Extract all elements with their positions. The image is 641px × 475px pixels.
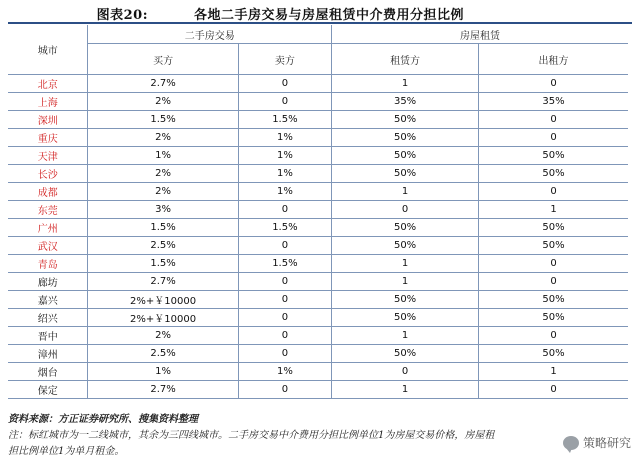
tenant-cell: 50%	[332, 111, 479, 129]
tenant-cell: 1	[332, 381, 479, 399]
city-cell: 晋中	[8, 327, 88, 345]
tenant-cell: 35%	[332, 93, 479, 111]
city-cell: 绍兴	[8, 309, 88, 327]
landlord-cell: 50%	[479, 219, 628, 237]
city-cell: 广州	[8, 219, 88, 237]
table-row	[8, 219, 628, 237]
buyer-cell: 2%	[88, 165, 238, 183]
tenant-cell: 50%	[332, 165, 479, 183]
tenant-cell: 1	[332, 327, 479, 345]
header-tenant: 租赁方	[332, 44, 479, 75]
table-header-row-1	[8, 25, 628, 44]
table-row	[8, 183, 628, 201]
landlord-cell: 0	[479, 183, 628, 201]
table-row	[8, 165, 628, 183]
seller-cell: 0	[238, 75, 331, 93]
city-cell: 青岛	[8, 255, 88, 273]
buyer-cell: 1.5%	[88, 111, 238, 129]
buyer-cell: 2%+￥10000	[88, 291, 238, 309]
landlord-cell: 0	[479, 327, 628, 345]
note-line-2: 担比例单位1为单月租金。	[8, 446, 125, 457]
buyer-cell: 1.5%	[88, 219, 238, 237]
seller-cell: 1.5%	[238, 219, 331, 237]
table-row	[8, 75, 628, 93]
seller-cell: 0	[238, 345, 331, 363]
buyer-cell: 1%	[88, 363, 238, 381]
city-cell: 成都	[8, 183, 88, 201]
city-cell: 天津	[8, 147, 88, 165]
landlord-cell: 1	[479, 201, 628, 219]
landlord-cell: 0	[479, 129, 628, 147]
table-header-row-2	[8, 44, 628, 75]
city-cell: 廊坊	[8, 273, 88, 291]
table-row	[8, 147, 628, 165]
seller-cell: 1%	[238, 165, 331, 183]
buyer-cell: 2%	[88, 93, 238, 111]
landlord-cell: 50%	[479, 165, 628, 183]
buyer-cell: 2%	[88, 327, 238, 345]
header-city: 城市	[8, 25, 88, 75]
table-row	[8, 381, 628, 399]
city-cell: 武汉	[8, 237, 88, 255]
landlord-cell: 0	[479, 75, 628, 93]
table-row	[8, 237, 628, 255]
table-row	[8, 291, 628, 309]
seller-cell: 0	[238, 309, 331, 327]
buyer-cell: 1.5%	[88, 255, 238, 273]
buyer-cell: 2.7%	[88, 381, 238, 399]
city-cell: 长沙	[8, 165, 88, 183]
table-row	[8, 273, 628, 291]
header-seller: 卖方	[238, 44, 331, 75]
tenant-cell: 1	[332, 273, 479, 291]
landlord-cell: 0	[479, 273, 628, 291]
buyer-cell: 2%+￥10000	[88, 309, 238, 327]
city-cell: 深圳	[8, 111, 88, 129]
landlord-cell: 50%	[479, 237, 628, 255]
seller-cell: 1%	[238, 363, 331, 381]
table-row	[8, 129, 628, 147]
table-row	[8, 363, 628, 381]
figure-number: 图表20:	[96, 7, 148, 23]
tenant-cell: 1	[332, 255, 479, 273]
landlord-cell: 0	[479, 255, 628, 273]
watermark-text: 策略研究	[582, 436, 631, 450]
seller-cell: 0	[238, 237, 331, 255]
city-cell: 上海	[8, 93, 88, 111]
header-landlord: 出租方	[479, 44, 628, 75]
seller-cell: 0	[238, 381, 331, 399]
buyer-cell: 2.5%	[88, 237, 238, 255]
seller-cell: 1.5%	[238, 255, 331, 273]
tenant-cell: 50%	[332, 345, 479, 363]
table-body	[8, 75, 628, 399]
table-row	[8, 111, 628, 129]
city-cell: 北京	[8, 75, 88, 93]
buyer-cell: 2.7%	[88, 75, 238, 93]
tenant-cell: 50%	[332, 219, 479, 237]
tenant-cell: 50%	[332, 129, 479, 147]
landlord-cell: 50%	[479, 309, 628, 327]
seller-cell: 1%	[238, 183, 331, 201]
seller-cell: 1%	[238, 129, 331, 147]
tenant-cell: 50%	[332, 309, 479, 327]
tenant-cell: 0	[332, 363, 479, 381]
table-row	[8, 201, 628, 219]
buyer-cell: 1%	[88, 147, 238, 165]
chat-bubble-icon	[563, 436, 579, 450]
buyer-cell: 2%	[88, 183, 238, 201]
figure-title	[8, 4, 632, 24]
seller-cell: 0	[238, 273, 331, 291]
landlord-cell: 35%	[479, 93, 628, 111]
city-cell: 烟台	[8, 363, 88, 381]
city-cell: 东莞	[8, 201, 88, 219]
landlord-cell: 0	[479, 381, 628, 399]
seller-cell: 1%	[238, 147, 331, 165]
seller-cell: 0	[238, 291, 331, 309]
seller-cell: 0	[238, 93, 331, 111]
city-cell: 保定	[8, 381, 88, 399]
seller-cell: 1.5%	[238, 111, 331, 129]
figure-title-text: 各地二手房交易与房屋租赁中介费用分担比例	[194, 7, 465, 23]
table-row	[8, 327, 628, 345]
table-row	[8, 255, 628, 273]
city-cell: 嘉兴	[8, 291, 88, 309]
table-row	[8, 93, 628, 111]
note-line-1: 注：标红城市为一二线城市，其余为三四线城市。二手房交易中介费用分担比例单位1为房屋交易价格，房屋租	[8, 430, 495, 441]
tenant-cell: 1	[332, 75, 479, 93]
seller-cell: 0	[238, 201, 331, 219]
buyer-cell: 2.7%	[88, 273, 238, 291]
buyer-cell: 2%	[88, 129, 238, 147]
buyer-cell: 2.5%	[88, 345, 238, 363]
seller-cell: 0	[238, 327, 331, 345]
landlord-cell: 50%	[479, 345, 628, 363]
city-cell: 重庆	[8, 129, 88, 147]
tenant-cell: 0	[332, 201, 479, 219]
footer-notes	[8, 412, 628, 460]
header-buyer: 买方	[88, 44, 238, 75]
landlord-cell: 50%	[479, 147, 628, 165]
header-group-rental: 房屋租赁	[332, 25, 628, 44]
buyer-cell: 3%	[88, 201, 238, 219]
tenant-cell: 50%	[332, 237, 479, 255]
fee-table	[8, 25, 628, 399]
tenant-cell: 50%	[332, 291, 479, 309]
landlord-cell: 50%	[479, 291, 628, 309]
header-group-secondhand: 二手房交易	[88, 25, 332, 44]
landlord-cell: 1	[479, 363, 628, 381]
table-row	[8, 309, 628, 327]
landlord-cell: 0	[479, 111, 628, 129]
city-cell: 漳州	[8, 345, 88, 363]
tenant-cell: 1	[332, 183, 479, 201]
table-row	[8, 345, 628, 363]
source-line: 资料来源：方正证券研究所、搜集资料整理	[8, 414, 198, 425]
tenant-cell: 50%	[332, 147, 479, 165]
watermark	[559, 432, 635, 453]
